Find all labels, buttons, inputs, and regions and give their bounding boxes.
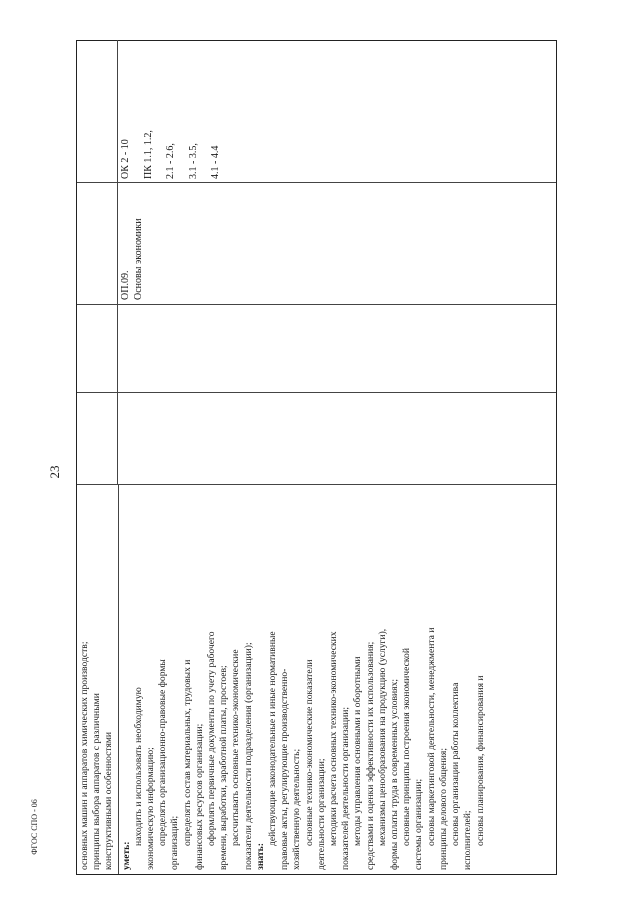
text-line: финансовых ресурсов организации; [193, 723, 205, 870]
discipline-code: ОП.09. [120, 270, 131, 300]
text-line: определять состав материальных, трудовых и [181, 659, 193, 846]
text-line: правовые акты, регулирующие производственно- [279, 668, 291, 870]
discipline-name: Основы экономики [132, 218, 144, 300]
text-line: деятельности организации; [315, 758, 327, 870]
text-line: 4.1 - 4.4 [210, 145, 221, 179]
text-line: основные принципы построения экономической [401, 648, 413, 846]
text-line: находить и использовать необходимую [132, 687, 144, 846]
text-line: хозяйственную деятельность; [291, 748, 303, 870]
text-line: действующие законодательные и иные нормативные [267, 631, 279, 846]
hours-study-cell [77, 304, 556, 392]
skills-cell [77, 484, 556, 874]
document-footer: ФГОС СПО - 06 [30, 799, 39, 855]
text-line: механизмы ценообразования на продукцию (услуги), [376, 628, 388, 846]
hours-max-cell [77, 392, 556, 484]
text-line: методики расчета основных технико-экономических [328, 631, 340, 846]
text-line: принципы делового общения; [437, 748, 449, 870]
row-divider [117, 183, 118, 304]
skills-top-block [79, 485, 119, 874]
text-line: 3.1 - 3.5, [187, 143, 199, 179]
text-line: показателей деятельности организации; [340, 706, 352, 870]
text-line: основные технико-экономические показатели [303, 659, 315, 846]
competencies-cell [77, 40, 556, 182]
table-frame [76, 40, 557, 875]
znat-list [267, 488, 487, 870]
text-line: системы организации; [413, 778, 425, 870]
text-line: методы управления основными и оборотными [352, 656, 364, 846]
text-line: экономическую информацию; [145, 747, 157, 870]
text-line: оформлять первичные документы по учету рабочего [206, 631, 218, 846]
row-divider [117, 40, 118, 182]
discipline-cell [77, 182, 556, 304]
page-number: 23 [47, 465, 62, 479]
text-line: конструктивными особенностями [103, 731, 115, 870]
text-line: исполнителей; [462, 810, 474, 870]
text-line: показатели деятельности подразделения (организации); [242, 642, 254, 870]
text-line: рассчитывать основные технико-экономические [230, 649, 242, 846]
text-line: основы планирования, финансирования и [474, 675, 486, 846]
znat-heading: знать: [254, 843, 266, 870]
text-line: основы организации работы коллектива [450, 682, 462, 846]
text-line: формы оплаты труда в современных условиях; [389, 678, 401, 870]
umet-heading: уметь: [120, 841, 132, 870]
text-line: времени, выработки, заработной платы, простоев; [218, 665, 230, 870]
curriculum-table [76, 40, 557, 875]
text-line: средствами и оценки эффективности их использования; [364, 641, 376, 870]
text-line: ПК 1.1, 1.2, [142, 130, 154, 179]
text-line: основы маркетинговой деятельности, менеджмента и [425, 627, 437, 846]
text-line: 2.1 - 2.6, [165, 143, 176, 179]
competencies-list [120, 42, 223, 179]
row-divider [117, 305, 118, 392]
text-line: определять организационно-правовые формы [157, 659, 169, 846]
text-line: принципы выбора аппаратов с различными [91, 693, 103, 870]
row-divider [117, 393, 118, 484]
text-line: организаций; [169, 815, 181, 870]
umet-list [133, 488, 255, 870]
text-line: ОК 2 - 10 [120, 139, 131, 179]
text-line: основных машин и аппаратов химических производств; [79, 641, 90, 870]
